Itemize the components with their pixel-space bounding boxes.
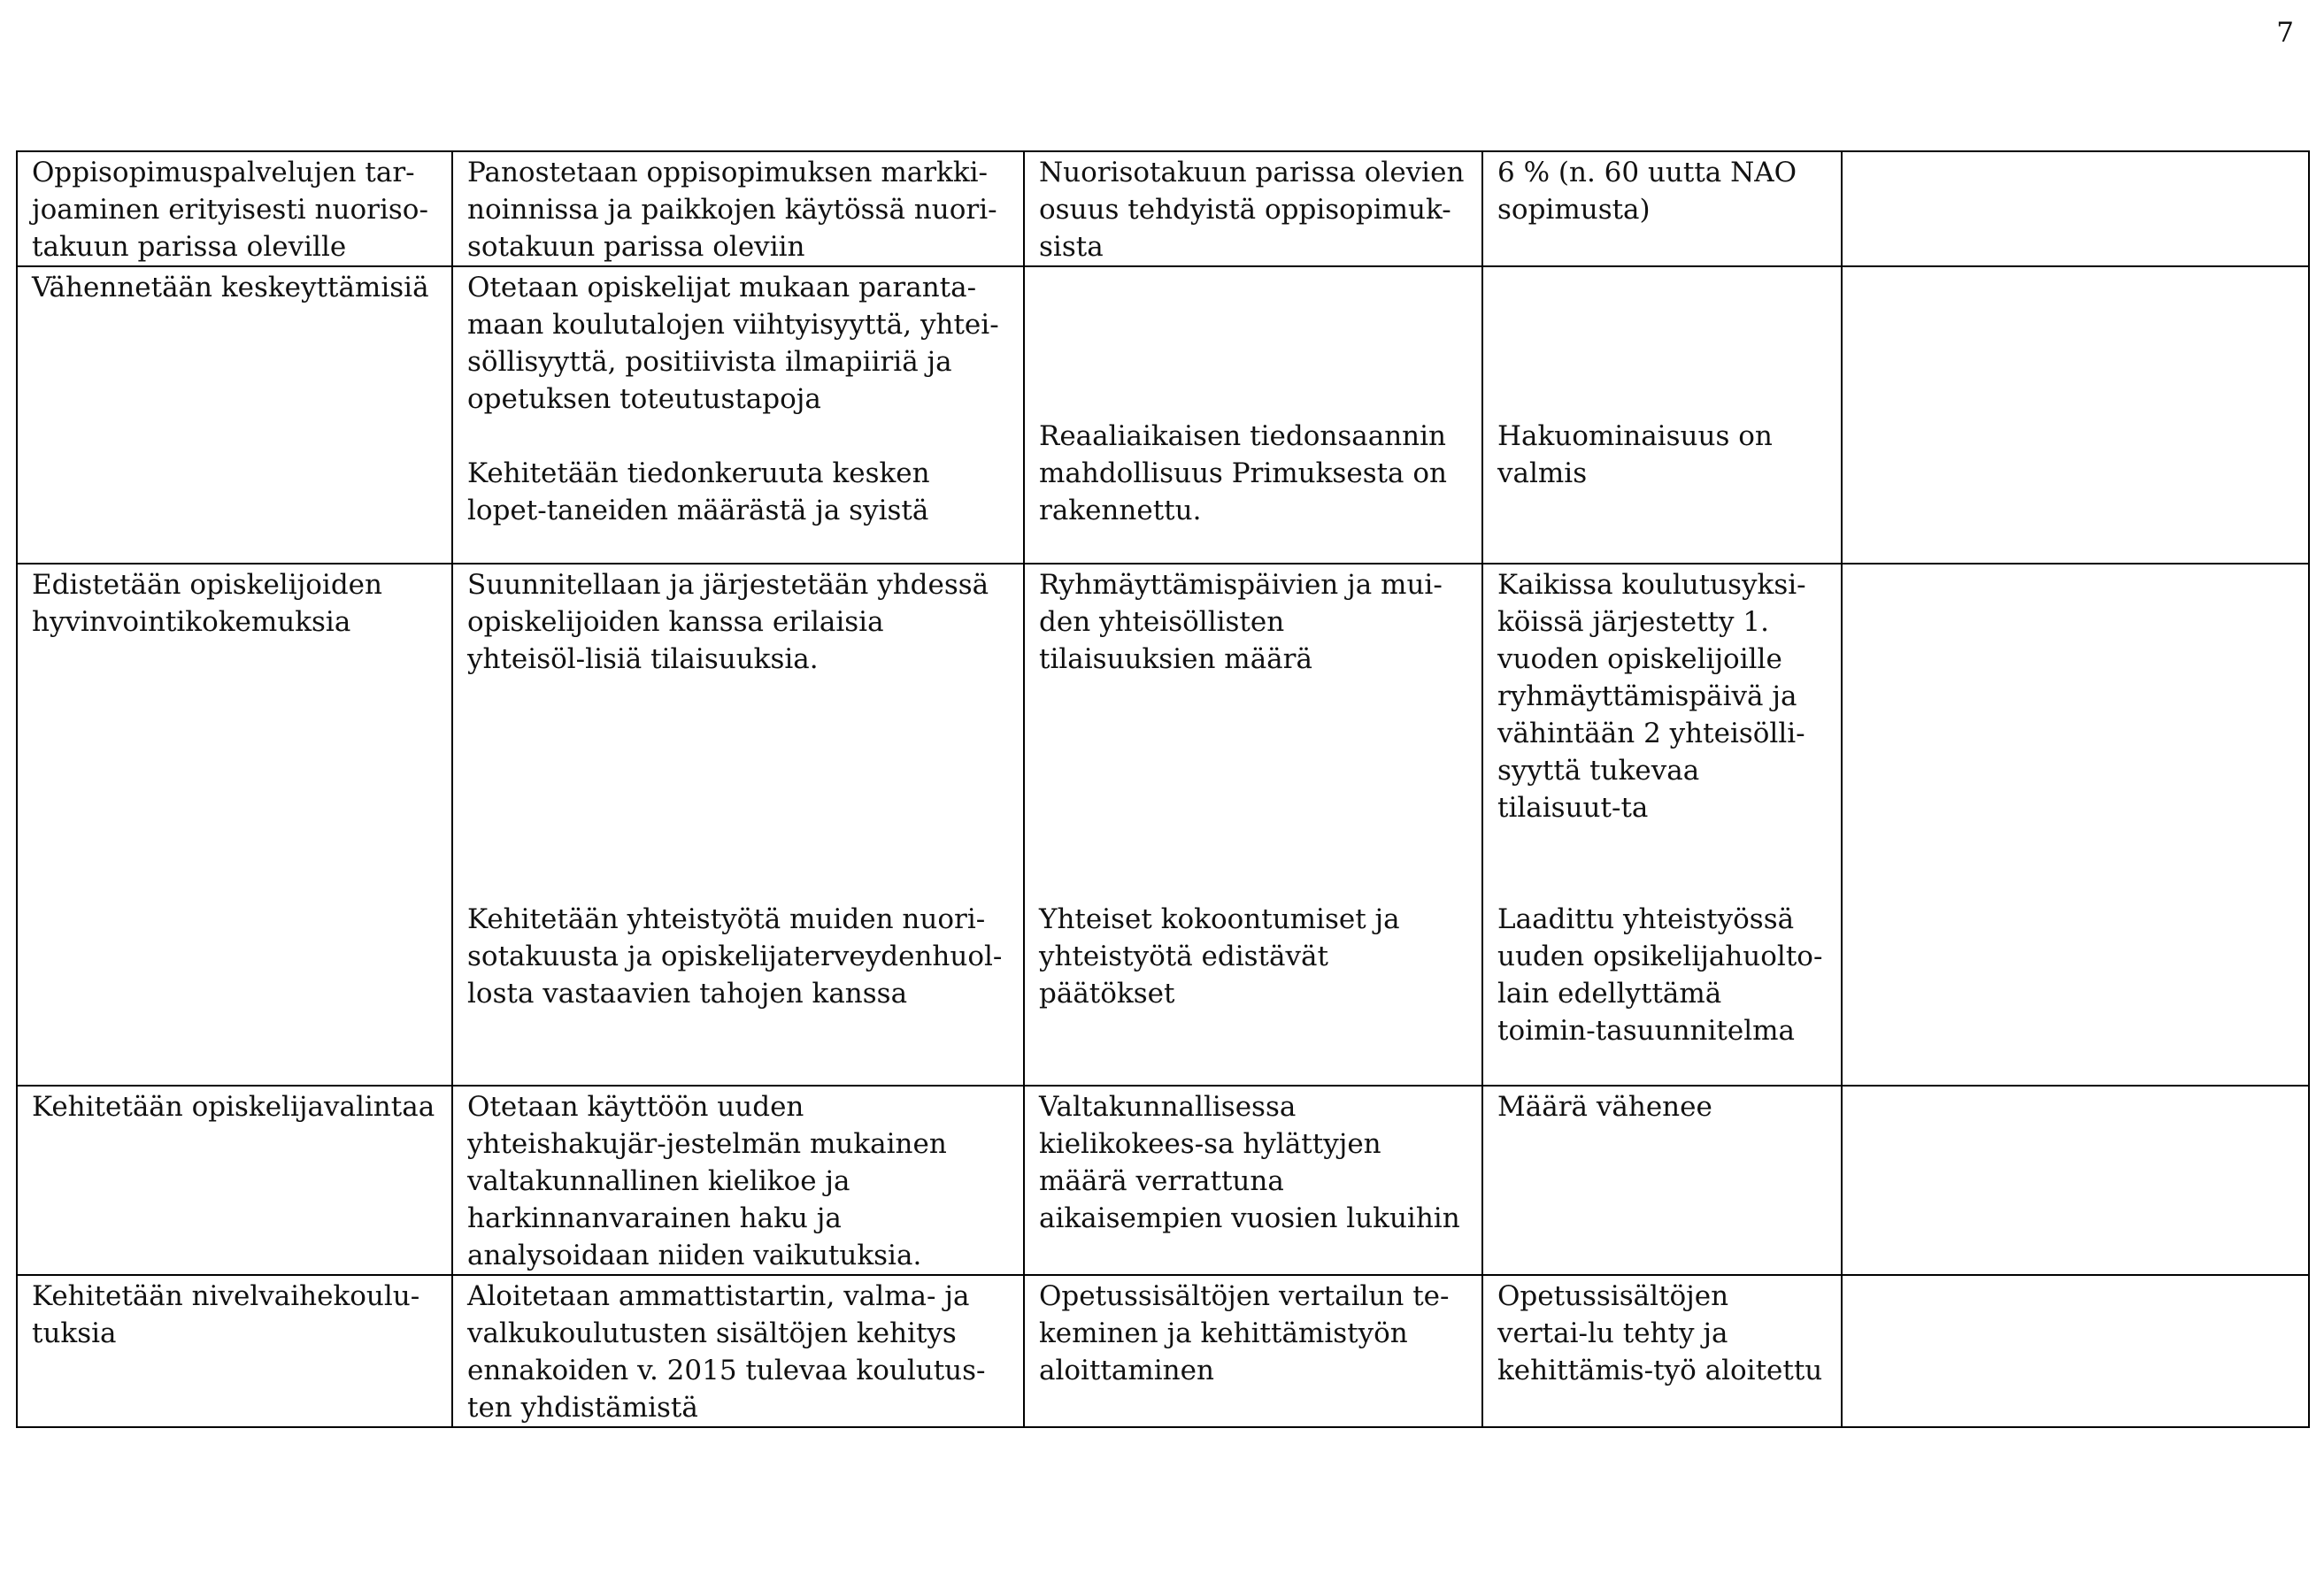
indicator-text-b: Yhteiset kokoontumiset ja yhteistyötä edistävät päätökset bbox=[1039, 903, 1400, 1010]
table-row bbox=[17, 1086, 2309, 1275]
action-text-b: Kehitetään yhteistyötä muiden nuori-sotakuusta ja opiskelijaterveydenhuol-losta vastaavien tahojen kanssa bbox=[467, 903, 1003, 1010]
extra-cell bbox=[1842, 1275, 2309, 1427]
goal-cell bbox=[17, 564, 452, 1086]
action-text: Aloitetaan ammattistartin, valma- ja valkukoulutusten sisältöjen kehitys ennakoiden v. 2015 tulevaa koulutus-ten yhdistämistä bbox=[467, 1280, 986, 1424]
spacer bbox=[1039, 269, 1467, 343]
action-plan-table bbox=[16, 150, 2310, 1428]
target-text-a: Kaikissa koulutusyksi-köissä järjestetty 1. vuoden opiskelijoille ryhmäyttämispäivä ja vähintään 2 yhteisölli-syyttä tukevaa tilaisuut-ta bbox=[1497, 569, 1806, 824]
indicator-cell bbox=[1024, 266, 1482, 564]
indicator-text: Opetussisältöjen vertailun te-keminen ja kehittämistyön aloittaminen bbox=[1039, 1280, 1450, 1386]
action-cell bbox=[452, 564, 1024, 1086]
target-text: 6 % (n. 60 uutta NAO sopimusta) bbox=[1497, 157, 1797, 226]
table-row bbox=[17, 1275, 2309, 1427]
action-cell bbox=[452, 1086, 1024, 1275]
indicator-cell bbox=[1024, 151, 1482, 266]
target-text: Määrä vähenee bbox=[1497, 1091, 1712, 1123]
target-text: Hakuominaisuus on valmis bbox=[1497, 420, 1773, 489]
action-text: Otetaan käyttöön uuden yhteishakujär-jestelmän mukainen valtakunnallinen kielikoe ja harkinnanvarainen haku ja analysoidaan niiden vaikutuksia. bbox=[467, 1091, 947, 1271]
spacer bbox=[1497, 269, 1827, 343]
indicator-cell bbox=[1024, 1275, 1482, 1427]
target-cell bbox=[1482, 1275, 1842, 1427]
indicator-text: Reaaliaikaisen tiedonsaannin mahdollisuus Primuksesta on rakennettu. bbox=[1039, 420, 1448, 526]
indicator-cell bbox=[1024, 564, 1482, 1086]
table-row bbox=[17, 266, 2309, 564]
indicator-cell bbox=[1024, 1086, 1482, 1275]
spacer bbox=[1039, 864, 1467, 901]
spacer bbox=[1497, 343, 1827, 418]
page-number: 7 bbox=[2276, 17, 2294, 49]
target-cell bbox=[1482, 1086, 1842, 1275]
goal-cell bbox=[17, 151, 452, 266]
action-cell bbox=[452, 151, 1024, 266]
action-text-b: Kehitetään tiedonkeruuta kesken lopet-taneiden määrästä ja syistä bbox=[467, 457, 930, 526]
indicator-text: Nuorisotakuun parissa olevien osuus tehdyistä oppisopimuk-sista bbox=[1039, 157, 1465, 263]
target-text-b: Laadittu yhteistyössä uuden opsikelijahuolto-lain edellyttämä toimin-tasuunnitelma bbox=[1497, 903, 1823, 1047]
table-row bbox=[17, 564, 2309, 1086]
goal-cell bbox=[17, 1086, 452, 1275]
goal-text: Kehitetään nivelvaihekoulu-tuksia bbox=[32, 1280, 420, 1349]
action-text-a: Suunnitellaan ja järjestetään yhdessä opiskelijoiden kanssa erilaisia yhteisöl-lisiä tilaisuuksia. bbox=[467, 569, 989, 675]
action-text: Panostetaan oppisopimuksen markki-noinnissa ja paikkojen käytössä nuori-sotakuun parissa oleviin bbox=[467, 157, 997, 263]
extra-cell bbox=[1842, 1086, 2309, 1275]
goal-text: Oppisopimuspalvelujen tar-joaminen erityisesti nuoriso-takuun parissa oleville bbox=[32, 157, 428, 263]
indicator-text-a: Ryhmäyttämispäivien ja mui-den yhteisöllisten tilaisuuksien määrä bbox=[1039, 569, 1443, 675]
spacer bbox=[467, 678, 1009, 864]
extra-cell bbox=[1842, 151, 2309, 266]
spacer bbox=[467, 864, 1009, 901]
target-cell bbox=[1482, 151, 1842, 266]
spacer bbox=[1039, 343, 1467, 418]
action-cell bbox=[452, 266, 1024, 564]
target-cell bbox=[1482, 564, 1842, 1086]
action-text-a: Otetaan opiskelijat mukaan paranta-maan koulutalojen viihtyisyyttä, yhtei-söllisyyttä, positiivista ilmapiiriä ja opetuksen toteutustapoja bbox=[467, 272, 999, 415]
goal-text: Kehitetään opiskelijavalintaa bbox=[32, 1091, 435, 1123]
target-text: Opetussisältöjen vertai-lu tehty ja kehittämis-työ aloitettu bbox=[1497, 1280, 1823, 1386]
spacer bbox=[1497, 864, 1827, 901]
extra-cell bbox=[1842, 564, 2309, 1086]
indicator-text: Valtakunnallisessa kielikokees-sa hylättyjen määrä verrattuna aikaisempien vuosien lukuihin bbox=[1039, 1091, 1460, 1234]
goal-text: Vähennetään keskeyttämisiä bbox=[32, 272, 429, 303]
extra-cell bbox=[1842, 266, 2309, 564]
goal-cell bbox=[17, 266, 452, 564]
spacer bbox=[1497, 826, 1827, 864]
table-row bbox=[17, 151, 2309, 266]
action-cell bbox=[452, 1275, 1024, 1427]
spacer bbox=[1039, 678, 1467, 864]
spacer bbox=[467, 418, 1009, 455]
target-cell bbox=[1482, 266, 1842, 564]
goal-cell bbox=[17, 1275, 452, 1427]
goal-text: Edistetään opiskelijoiden hyvinvointikokemuksia bbox=[32, 569, 382, 638]
